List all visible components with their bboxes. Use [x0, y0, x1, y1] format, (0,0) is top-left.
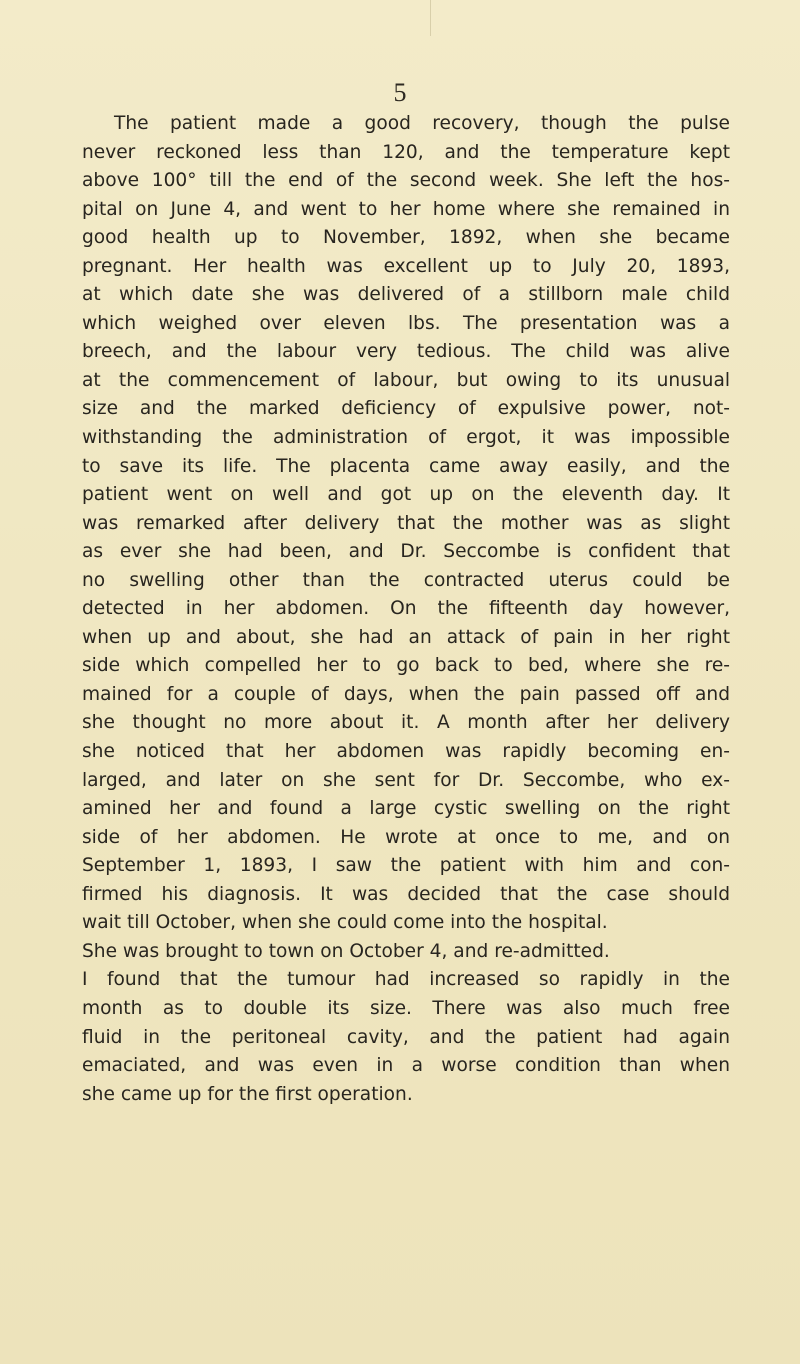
text-line: to save its life. The placenta came away easily, and the	[82, 455, 730, 477]
text-line: emaciated, and was even in a worse condition than when	[82, 1055, 730, 1077]
text-line: fluid in the peritoneal cavity, and the patient had again	[82, 1026, 730, 1048]
text-line: at the commencement of labour, but owing to its unusual	[82, 369, 730, 391]
text-line: was remarked after delivery that the mother was as slight	[82, 512, 730, 534]
text-line: detected in her abdomen. On the fifteenth day however,	[82, 598, 730, 620]
text-line: pregnant. Her health was excellent up to July 20, 1893,	[82, 255, 730, 277]
text-line: pital on June 4, and went to her home where she remained in	[82, 198, 730, 220]
text-line: side which compelled her to go back to bed, where she re-	[82, 655, 730, 677]
text-line: she thought no more about it. A month after her delivery	[82, 712, 730, 734]
text-line: as ever she had been, and Dr. Seccombe is confident that	[82, 541, 730, 563]
text-line: firmed his diagnosis. It was decided that the case should	[82, 883, 730, 905]
text-line: side of her abdomen. He wrote at once to me, and on	[82, 826, 730, 848]
text-line: she came up for the first operation.	[82, 1083, 413, 1105]
text-line: mained for a couple of days, when the pain passed off and	[82, 683, 730, 705]
text-line: no swelling other than the contracted uterus could be	[82, 569, 730, 591]
text-line: above 100° till the end of the second week. She left the hos-	[82, 170, 730, 192]
page-crease	[430, 0, 431, 36]
text-line: September 1, 1893, I saw the patient with him and con-	[82, 855, 730, 877]
text-line: I found that the tumour had increased so rapidly in the	[82, 969, 730, 991]
text-line: size and the marked deficiency of expulsive power, not-	[82, 398, 730, 420]
body-text	[82, 110, 730, 1109]
text-line: amined her and found a large cystic swelling on the right	[82, 798, 730, 820]
text-line: patient went on well and got up on the eleventh day. It	[82, 484, 730, 506]
text-line: She was brought to town on October 4, and re-admitted.	[82, 940, 610, 962]
text-line: wait till October, when she could come into the hospital.	[82, 912, 608, 934]
page-number: 5	[393, 78, 407, 107]
text-line: The patient made a good recovery, though the pulse	[114, 113, 730, 134]
text-line: withstanding the administration of ergot, it was impossible	[82, 427, 730, 449]
text-line: breech, and the labour very tedious. The child was alive	[82, 341, 730, 363]
text-line: which weighed over eleven lbs. The presentation was a	[82, 312, 730, 334]
text-line: month as to double its size. There was also much free	[82, 997, 730, 1019]
text-line: she noticed that her abdomen was rapidly becoming en-	[82, 741, 730, 763]
text-line: never reckoned less than 120, and the temperature kept	[82, 141, 730, 163]
text-line: when up and about, she had an attack of pain in her right	[82, 626, 730, 648]
text-line: larged, and later on she sent for Dr. Seccombe, who ex-	[82, 769, 730, 791]
text-line: good health up to November, 1892, when she became	[82, 227, 730, 249]
text-line: at which date she was delivered of a stillborn male child	[82, 284, 730, 306]
